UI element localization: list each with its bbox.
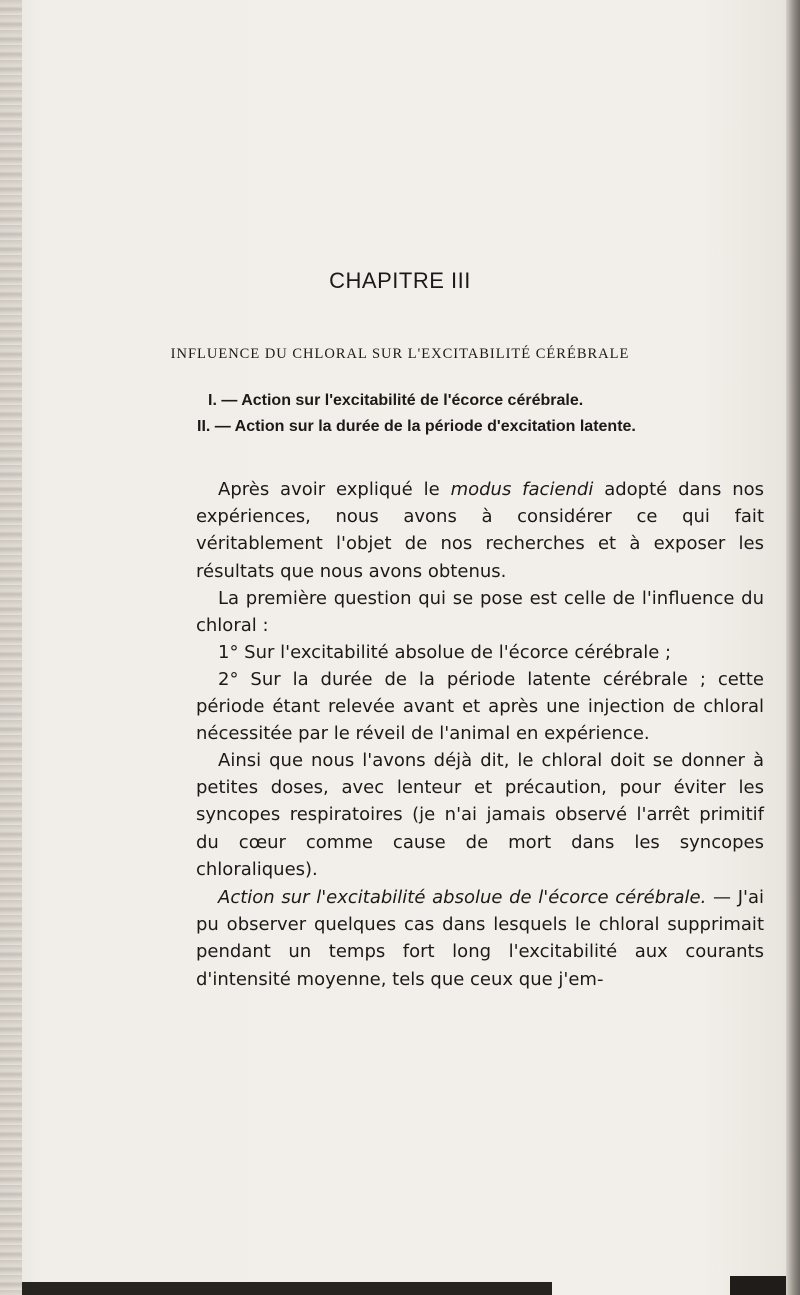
paragraph-2: La première question qui se pose est celle de l'influence du chloral : xyxy=(196,588,764,637)
scan-corner-shadow xyxy=(730,1276,786,1295)
section-heading: Action sur l'excitabilité absolue de l'écorce cérébrale. xyxy=(218,887,707,908)
paragraph-1 xyxy=(196,476,764,585)
chapter-subtitle: INFLUENCE DU CHLORAL SUR L'EXCITABILITÉ CÉRÉBRALE xyxy=(170,346,630,362)
summary-item-2: II. — Action sur la durée de la période d'excitation latente. xyxy=(197,418,636,435)
paragraph-4: 2° Sur la durée de la période latente cérébrale ; cette période étant relevée avant et après une injection de chloral nécessitée par le réveil de l'animal en expérience. xyxy=(196,669,764,745)
paragraph-3: 1° Sur l'excitabilité absolue de l'écorce cérébrale ; xyxy=(218,642,672,663)
summary-item-1: I. — Action sur l'excitabilité de l'écorce cérébrale. xyxy=(208,392,584,409)
paragraph-1-end: adopté dans nos expériences, nous avons à considérer ce qui fait véritablement l'objet de nos recherches et à exposer les résultats que nous avons obtenus. xyxy=(196,479,765,582)
paragraph-6 xyxy=(196,884,764,993)
page-right-edge xyxy=(786,0,800,1295)
scan-bottom-shadow xyxy=(22,1282,552,1295)
chapter-title: CHAPITRE III xyxy=(329,268,471,293)
paragraph-1-italic: modus faciendi xyxy=(450,479,594,500)
page-binding-edge xyxy=(0,0,22,1295)
paragraph-5: Ainsi que nous l'avons déjà dit, le chloral doit se donner à petites doses, avec lenteur et précaution, pour éviter les syncopes respiratoires (je n'ai jamais observé l'arrêt primitif du cœur comme cause de mort dans les syncopes chloraliques). xyxy=(196,750,764,880)
paragraph-1-start: Après avoir expliqué le xyxy=(218,479,451,500)
paragraph-6-text: — J'ai pu observer quelques cas dans lesquels le chloral supprimait pendant un temps fort long l'excitabilité aux courants d'intensité moyenne, tels que ceux que j'em- xyxy=(196,887,764,990)
